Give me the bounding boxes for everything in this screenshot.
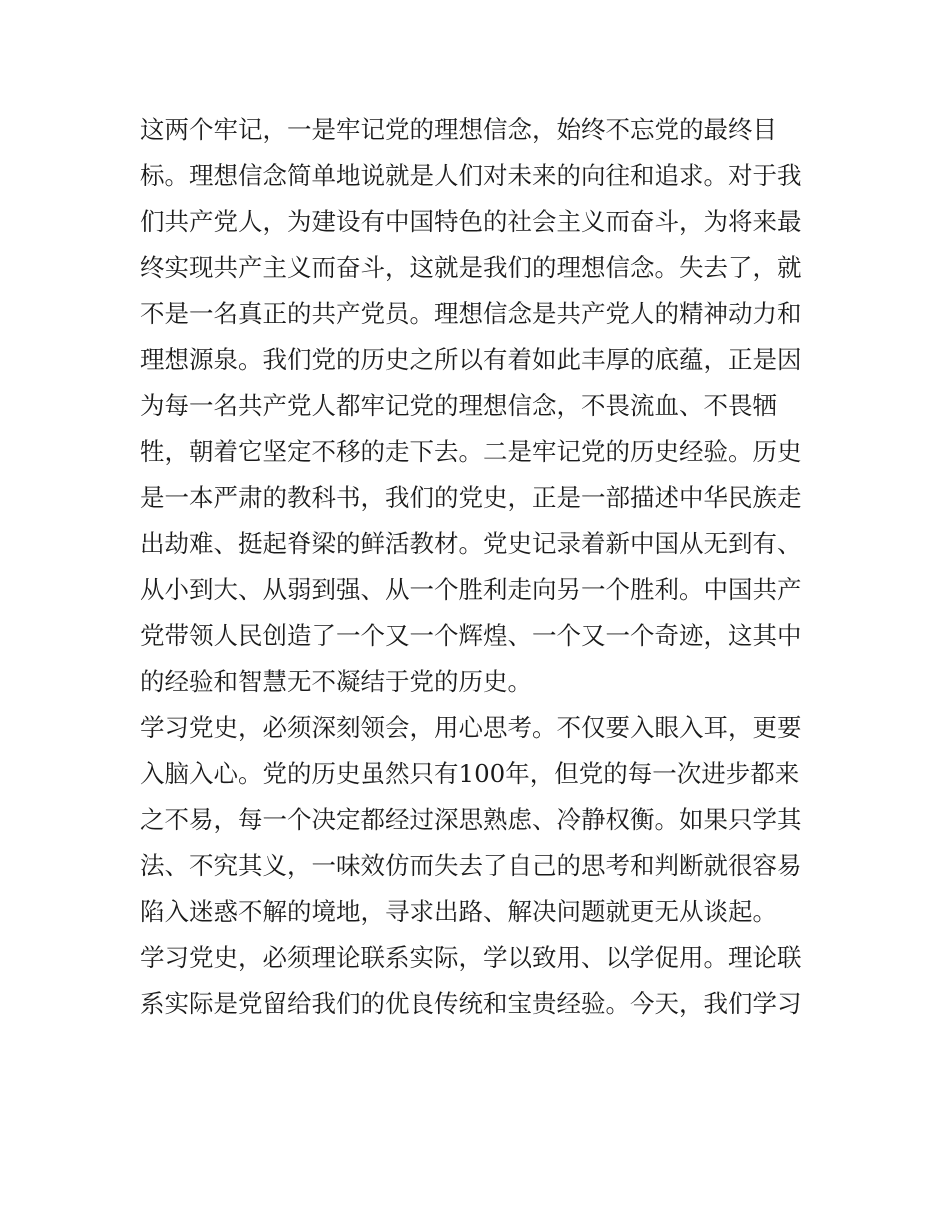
text-line: 陷入迷惑不解的境地，寻求出路、解决问题就更无从谈起。 bbox=[140, 897, 777, 926]
text-line: 的经验和智慧无不凝结于党的历史。 bbox=[140, 667, 532, 696]
text-line: 法、不究其义，一味效仿而失去了自己的思考和判断就很容易 bbox=[140, 851, 802, 880]
text-line: 标。理想信念简单地说就是人们对未来的向往和追求。对于我 bbox=[140, 161, 802, 190]
text-line: 出劫难、挺起脊梁的鲜活教材。党史记录着新中国从无到有、 bbox=[140, 529, 802, 558]
text-line: 学习党史，必须理论联系实际，学以致用、以学促用。理论联 bbox=[140, 943, 802, 972]
body-text bbox=[140, 107, 830, 1027]
text-line: 是一本严肃的教科书，我们的党史，正是一部描述中华民族走 bbox=[140, 483, 802, 512]
text-line: 系实际是党留给我们的优良传统和宝贵经验。今天，我们学习 bbox=[140, 989, 802, 1018]
text-line: 学习党史，必须深刻领会，用心思考。不仅要入眼入耳，更要 bbox=[140, 713, 802, 742]
text-line: 为每一名共产党人都牢记党的理想信念，不畏流血、不畏牺 bbox=[140, 391, 777, 420]
text-line: 们共产党人，为建设有中国特色的社会主义而奋斗，为将来最 bbox=[140, 207, 802, 236]
text-line: 不是一名真正的共产党员。理想信念是共产党人的精神动力和 bbox=[140, 299, 802, 328]
text-line: 牲，朝着它坚定不移的走下去。二是牢记党的历史经验。历史 bbox=[140, 437, 802, 466]
text-line: 终实现共产主义而奋斗，这就是我们的理想信念。失去了，就 bbox=[140, 253, 802, 282]
text-line: 这两个牢记，一是牢记党的理想信念，始终不忘党的最终目 bbox=[140, 115, 777, 144]
text-line: 之不易，每一个决定都经过深思熟虑、冷静权衡。如果只学其 bbox=[140, 805, 802, 834]
text-line: 理想源泉。我们党的历史之所以有着如此丰厚的底蕴，正是因 bbox=[140, 345, 802, 374]
text-line: 从小到大、从弱到强、从一个胜利走向另一个胜利。中国共产 bbox=[140, 575, 802, 604]
text-line: 入脑入心。党的历史虽然只有100年，但党的每一次进步都来 bbox=[140, 759, 800, 788]
text-line: 党带领人民创造了一个又一个辉煌、一个又一个奇迹，这其中 bbox=[140, 621, 802, 650]
